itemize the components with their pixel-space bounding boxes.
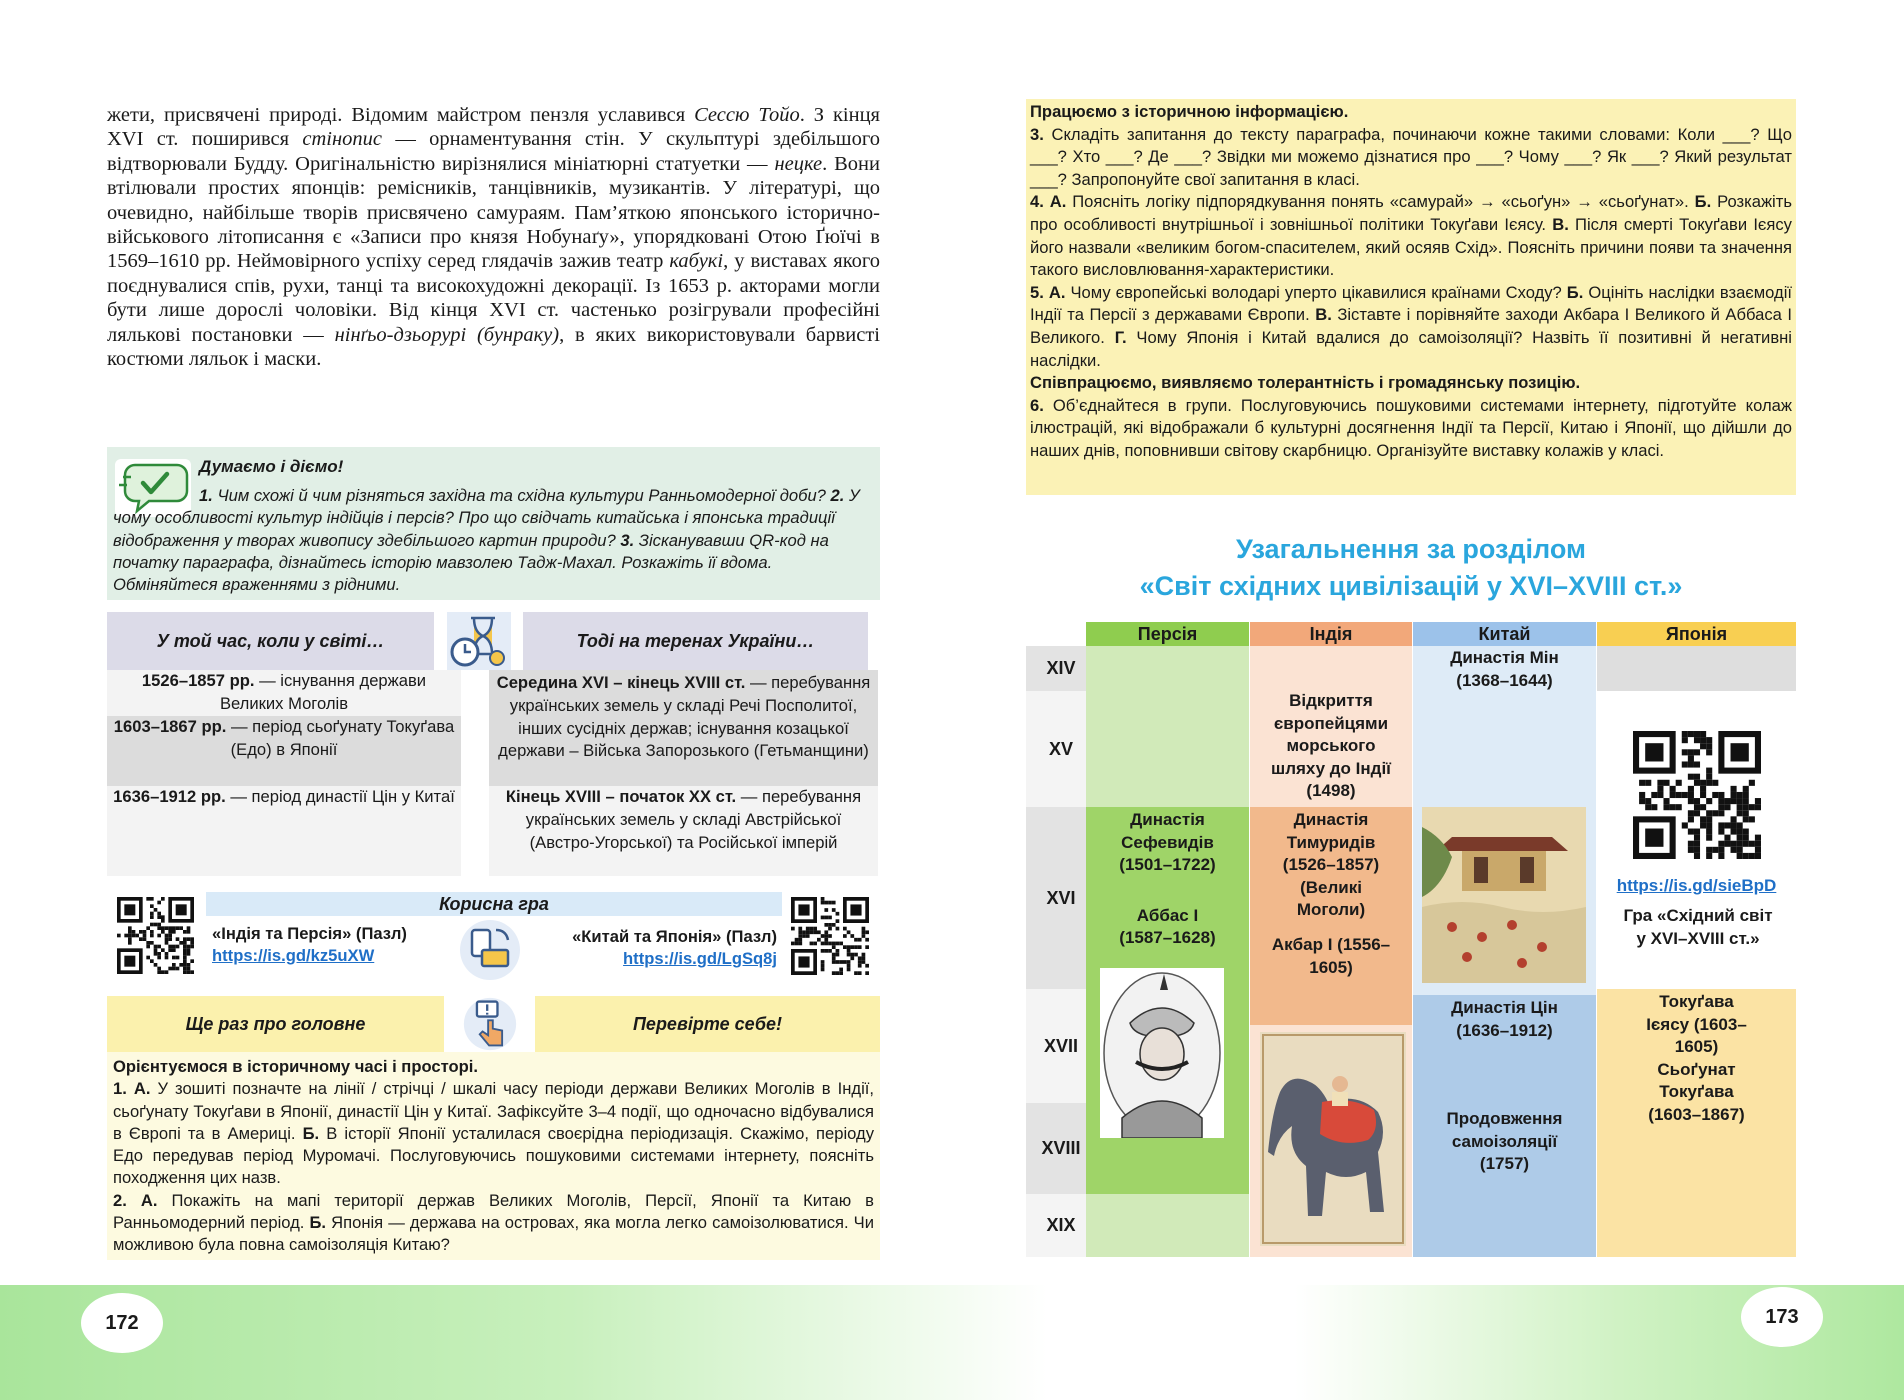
india-dynasty: Династія Тимуридів (1526–1857) (Великі Моголи) <box>1282 810 1380 920</box>
world-event: 1636–1912 рр. — період династії Цін у Китаї <box>107 786 461 876</box>
hand-tap-icon <box>458 996 522 1052</box>
history-tasks <box>1026 99 1796 495</box>
tasks-heading-2: Співпрацюємо, виявляємо толерантність і громадянську позицію. <box>1030 373 1581 393</box>
ukraine-event: Середина XVI – кінець XVIII ст. — перебування українських земель у складі Речі Посполитої, інших сусідніх держав; існування козацької держави – Війська Запорозького (Гетьманщини) <box>489 670 878 786</box>
col-header-japan: Японія <box>1597 622 1796 646</box>
japan-game <box>1597 691 1796 989</box>
japan-shogunate: Сьоґунат Токуґава (1603–1867) <box>1648 1059 1745 1124</box>
india-discovery: Відкриття європейцями морського шляху до Індії (1498) <box>1250 646 1412 807</box>
puzzle-china-japan <box>572 926 777 970</box>
col-header-persia: Персія <box>1086 622 1249 646</box>
persia-late <box>1086 1194 1249 1257</box>
puzzle-china-japan-title: «Китай та Японія» (Пазл) <box>572 927 777 946</box>
review-task-1: 1. А. У зошиті позначте на лінії / стрічці / шкалі часу періоди держави Великих Моголів в Індії, сьоґунату Токуґави в Японії, династії Цін у Китаї. Зафіксуйте 3–4 події, що одночасно відбувалися в Європі та в Америці. Б. В історії Японії усталилася своєрідна періодизація. Скажімо, періоду Едо передував період Муромачі. Послуговуючись пошуковими системами інтернету, поясніть походження цих назв. <box>113 1079 875 1188</box>
persia-early <box>1086 646 1249 807</box>
china-ming: Династія Мін (1368–1644) <box>1413 646 1596 995</box>
task-5: 5. А. Чому європейські володарі уперто цікавилися країнами Сходу? Б. Оцініть наслідки взаємодії Індії та Персії з державами Європи. В. Зіставте і порівняйте заходи Акбара I Великого й Аббаса I Великого. Г. Чому Японія і Китай вдалися до самоізоляції? Назвіть її позитивні й негативні наслідки. <box>1030 282 1793 370</box>
qr-code[interactable] <box>1633 731 1761 859</box>
think-title: Думаємо і діємо! <box>199 457 344 476</box>
century-xvii: XVII <box>1026 989 1096 1103</box>
world-timeline-header: У той час, коли у світі… <box>107 612 434 670</box>
puzzle-india-persia <box>212 923 407 967</box>
qr-code[interactable] <box>117 897 194 974</box>
world-event: 1603–1867 рр. — період сьоґунату Токуґава (Едо) в Японії <box>107 716 461 786</box>
india-ruler: Акбар I (1556–1605) <box>1271 934 1391 977</box>
china-isolation: Продовження самоізоляції (1757) <box>1446 1109 1563 1174</box>
japan-early <box>1597 646 1796 691</box>
century-xviii: XVIII <box>1026 1103 1096 1194</box>
tablet-puzzle-icon <box>458 916 522 980</box>
japan-tokugawa <box>1597 989 1796 1257</box>
page-number-right: 173 <box>1741 1287 1823 1347</box>
ukraine-event: Кінець XVIII – початок XX ст. — перебування українських земель у складі Австрійської (Австро-Угорської) та Російської імперій <box>489 786 878 876</box>
china-qing <box>1413 995 1596 1257</box>
puzzle-china-japan-link[interactable]: https://is.gd/LgSq8j <box>623 949 777 968</box>
persia-dynasty: Династія Сефевидів (1501–1722) <box>1119 810 1216 875</box>
persia-ruler: Аббас I (1587–1628) <box>1119 905 1216 948</box>
useful-game-header: Корисна гра <box>206 892 782 916</box>
china-qing-dynasty: Династія Цін (1636–1912) <box>1451 998 1558 1040</box>
clock-hourglass-icon <box>447 612 511 670</box>
chinese-palace-painting-image <box>1422 807 1586 983</box>
review-task-2: 2. А. Покажіть на мапі території держав Великих Моголів, Персії, Японії та Китаю в Ранньомодерний період. Б. Японія — держава на островах, яка могла легко самоізолюватися. Чи можливою була повна самоізоляція Китаю? <box>113 1190 874 1255</box>
century-xiv: XIV <box>1026 646 1096 691</box>
century-xvi: XVI <box>1026 807 1096 989</box>
world-events <box>107 670 461 876</box>
indian-elephant-painting-image <box>1260 1032 1406 1246</box>
world-event: 1526–1857 рр. — існування держави Великих Моголів <box>107 670 461 716</box>
col-header-china: Китай <box>1413 622 1596 646</box>
japan-game-title: Гра «Східний світ у XVI–XVIII ст.» <box>1623 906 1773 948</box>
think-questions: 1. Чим схожі й чим різняться західна та східна культури Ранньомодерної доби? 2. У чому особливості культур індійців і персів? Про що свідчать китайська і японська традиції відображення у творах живопису здебільшого картин природи? 3. Зісканувавши QR-код на початку параграфа, дізнайтесь історію мавзолею Тадж-Махал. Розкажіть її вдома. Обміняйтеся враженнями з рідними. <box>113 486 860 595</box>
century-xv: XV <box>1026 691 1096 807</box>
abbas-portrait-image <box>1100 968 1224 1138</box>
civilizations-table <box>1026 622 1796 1257</box>
ukraine-events <box>489 670 878 876</box>
review-section-title: Орієнтуємося в історичному часі і просторі. <box>113 1057 479 1076</box>
tasks-heading-1: Працюємо з історичною інформацією. <box>1030 102 1349 121</box>
puzzle-india-persia-title: «Індія та Персія» (Пазл) <box>212 924 407 943</box>
qr-code[interactable] <box>791 897 869 975</box>
century-xix: XIX <box>1026 1194 1096 1257</box>
ukraine-timeline-header: Тоді на теренах України… <box>523 612 868 670</box>
think-and-act-box <box>107 447 880 600</box>
task-4: 4. А. Поясніть логіку підпорядкування понять «самурай» → «сьоґун» → «сьоґунат». Б. Розкажіть про особливості внутрішньої і зовнішньої політики Токуґави Ієясу. В. Після смерті Токуґави Ієясу його назвали «великим богом-спасителем, який осяяв Схід». Поясніть причини появи та значення такого висловлювання-характеристики. <box>1030 192 1792 280</box>
review-tasks <box>107 1052 880 1260</box>
col-header-india: Індія <box>1250 622 1412 646</box>
page-footer-band <box>0 1285 1904 1400</box>
japan-shogun: Токуґава Ієясу (1603–1605) <box>1646 992 1747 1057</box>
japan-game-link[interactable]: https://is.gd/sieBpD <box>1616 876 1777 895</box>
india-timurid <box>1250 807 1412 1025</box>
puzzle-india-persia-link[interactable]: https://is.gd/kz5uXW <box>212 946 375 965</box>
page-number-left: 172 <box>81 1293 163 1353</box>
summary-title: Узагальнення за розділом «Світ східних цивілізацій у XVI–XVIII ст.» <box>1139 534 1683 601</box>
main-points-header: Ще раз про головне <box>107 996 444 1052</box>
intro-text: жети, присвячені природі. Відомим майстром пензля уславився Сессю Тойо. З кінця XVI ст. поширився стінопис — орнаментування стін. У скульптурі здебільшого відтворювали Будду. Оригінальністю вирізнялися мініатюрні статуетки — нецке. Вони втілювали простих японців: ремісників, танцівників, музикантів. У літературі, що очевидно, найбільше творів присвячено самураям. Пам’яткою японського історично-військового літописання є «Записи про князя Нобунаґу», упорядковані Отою Ґюїчі в 1569–1610 рр. Неймовірного успіху серед глядачів зажив театр кабукі, у виставах якого поєднувалися спів, рухи, танці та високохудожні декорації. Із 1653 р. акторами могли бути лише дорослі чоловіки. Від кінця XVI ст. частенько розігрували професійні лялькові постановки — нінґьо-дзьорурі (бунраку), в яких використовували барвисті костюми ляльок і маски. <box>107 104 881 371</box>
task-3: 3. Складіть запитання до тексту параграфа, починаючи кожне такими словами: Коли ___? Що ___? Хто ___? Де ___? Звідки ми можемо дізнатися про ___? Чому ___? Як ___? Який результат ___? Запропонуйте свої запитання в класі. <box>1030 124 1792 189</box>
check-yourself-header: Перевірте себе! <box>535 996 880 1052</box>
task-6: 6. Об’єднайтеся в групи. Послуговуючись пошуковими системами інтернету, підготуйте колаж ілюстрацій, які відображали б культурні досягнення Індії та Персії, Китаю і Японії, що дійшли до наших днів, поповнивши світову скарбницю. Організуйте виставку колажів у класі. <box>1030 395 1792 460</box>
